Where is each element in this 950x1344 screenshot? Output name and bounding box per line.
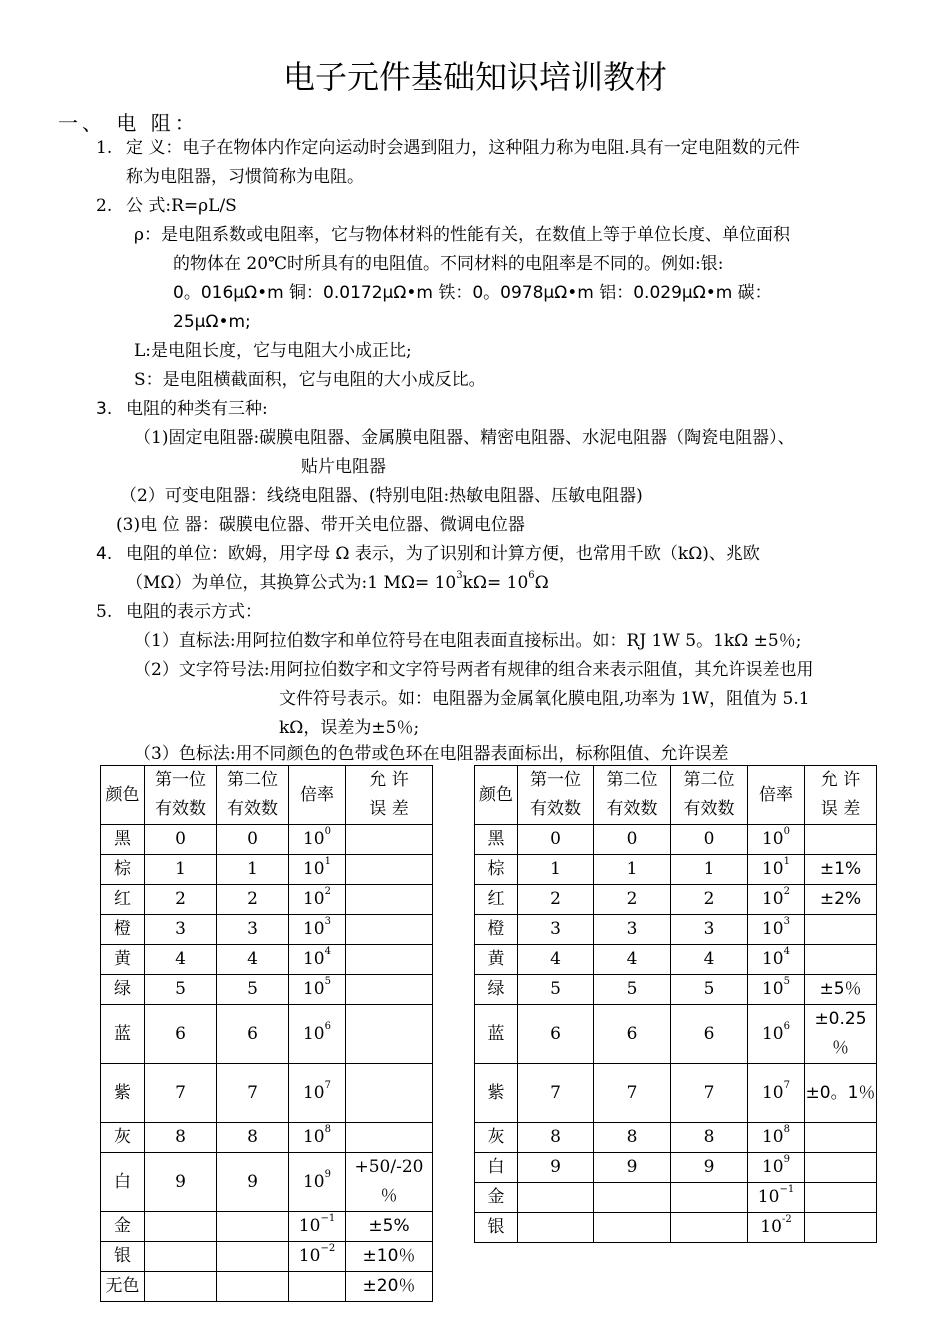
color-name-cell: 红: [101, 885, 145, 915]
multiplier-cell: $10^{-2}$: [748, 1213, 805, 1243]
digit-cell: 1: [145, 855, 217, 885]
digit-cell: [518, 1183, 594, 1213]
digit-cell: 2: [594, 885, 671, 915]
multiplier-cell: $10^9$: [748, 1153, 805, 1183]
table-row: [101, 1064, 433, 1123]
table-header-row: [475, 766, 877, 825]
multiplier-cell: $10^3$: [289, 915, 346, 945]
digit-cell: 5: [145, 975, 217, 1005]
page-title: 电子元件基础知识培训教材: [282, 58, 667, 96]
digit-cell: 4: [145, 945, 217, 975]
color-name-cell: 紫: [101, 1064, 145, 1123]
fixed-resistor-line-2: 贴片电阻器: [301, 457, 386, 477]
formula-line: 公 式:R=ρL/S: [126, 196, 237, 216]
color-name-cell: 橙: [101, 915, 145, 945]
multiplier-cell: $10^3$: [748, 915, 805, 945]
table-row: [475, 1064, 877, 1123]
color-name-cell: 灰: [475, 1123, 518, 1153]
digit-cell: 9: [671, 1153, 748, 1183]
item-number: 1.: [96, 138, 113, 158]
digit-cell: 4: [518, 945, 594, 975]
digit-cell: 3: [217, 915, 289, 945]
definition-line-2: 称为电阻器，习惯简称为电阻。: [126, 167, 364, 187]
tolerance-cell: ±2%: [805, 885, 877, 915]
table-row: [475, 945, 877, 975]
tolerance-cell: ±1%: [805, 855, 877, 885]
color-name-cell: 绿: [101, 975, 145, 1005]
table-header-cell: 第二位 有效数: [671, 766, 748, 825]
table-row: [101, 1005, 433, 1064]
length-line: L:是电阻长度，它与电阻大小成正比;: [134, 341, 412, 361]
table-row: [101, 1242, 433, 1272]
digit-cell: [217, 1212, 289, 1242]
tolerance-cell: [346, 855, 433, 885]
multiplier-cell: $10^{-1}$: [289, 1212, 346, 1242]
digit-cell: 7: [217, 1064, 289, 1123]
table-header-cell: 第二位 有效数: [594, 766, 671, 825]
multiplier-cell: $10^4$: [748, 945, 805, 975]
color-name-cell: 白: [475, 1153, 518, 1183]
tolerance-cell: ±0.25 ％: [805, 1005, 877, 1064]
color-name-cell: 白: [101, 1153, 145, 1212]
table-row: [101, 975, 433, 1005]
table-header-cell: 第二位 有效数: [217, 766, 289, 825]
digit-cell: 2: [217, 885, 289, 915]
multiplier-cell: $10^1$: [289, 855, 346, 885]
digit-cell: [594, 1183, 671, 1213]
color-name-cell: 银: [101, 1242, 145, 1272]
definition-line-1: 定 义：电子在物体内作定向运动时会遇到阻力，这种阻力称为电阻.具有一定电阻数的元件: [126, 138, 800, 158]
color-name-cell: 橙: [475, 915, 518, 945]
digit-cell: 3: [671, 915, 748, 945]
item-number: 3.: [96, 399, 113, 419]
multiplier-cell: $10^5$: [289, 975, 346, 1005]
symbol-notation-line-3: kΩ，误差为±5％;: [279, 718, 420, 738]
direct-notation-line: （1）直标法:用阿拉伯数字和单位符号在电阻表面直接标出。如：RJ 1W 5。1kΩ ±5％;: [134, 631, 802, 651]
digit-cell: 9: [217, 1153, 289, 1212]
table-row: [475, 885, 877, 915]
tolerance-cell: +50/-20 ％: [346, 1153, 433, 1212]
color-name-cell: 绿: [475, 975, 518, 1005]
tolerance-cell: ±10％: [346, 1242, 433, 1272]
tolerance-cell: [805, 1123, 877, 1153]
tolerance-cell: [805, 1213, 877, 1243]
table-row: [101, 855, 433, 885]
multiplier-cell: $10^7$: [289, 1064, 346, 1123]
table-row: [475, 1153, 877, 1183]
digit-cell: 6: [145, 1005, 217, 1064]
tolerance-cell: [346, 1123, 433, 1153]
table-row: [101, 915, 433, 945]
multiplier-cell: [289, 1272, 346, 1302]
tolerance-cell: [346, 1064, 433, 1123]
notation-line: 电阻的表示方式：: [126, 602, 262, 622]
digit-cell: [671, 1213, 748, 1243]
digit-cell: 0: [594, 825, 671, 855]
digit-cell: 4: [671, 945, 748, 975]
multiplier-cell: $10^4$: [289, 945, 346, 975]
multiplier-cell: $10^8$: [748, 1123, 805, 1153]
color-name-cell: 金: [101, 1212, 145, 1242]
digit-cell: 9: [145, 1153, 217, 1212]
multiplier-cell: $10^6$: [289, 1005, 346, 1064]
table-header-cell: 第一位 有效数: [145, 766, 217, 825]
digit-cell: 7: [145, 1064, 217, 1123]
multiplier-cell: $10^{-1}$: [748, 1183, 805, 1213]
digit-cell: 3: [145, 915, 217, 945]
digit-cell: 0: [217, 825, 289, 855]
tolerance-cell: [805, 945, 877, 975]
variable-resistor-line: （2）可变电阻器：线绕电阻器、(特别电阻:热敏电阻器、压敏电阻器): [120, 486, 643, 506]
table-row: [101, 945, 433, 975]
color-name-cell: 蓝: [101, 1005, 145, 1064]
symbol-notation-line-1: （2）文字符号法:用阿拉伯数字和文字符号两者有规律的组合来表示阻值，其允许误差也用: [134, 660, 814, 680]
digit-cell: 8: [518, 1123, 594, 1153]
digit-cell: 8: [217, 1123, 289, 1153]
table-row: [101, 1212, 433, 1242]
digit-cell: 1: [518, 855, 594, 885]
symbol-notation-line-2: 文件符号表示。如：电阻器为金属氧化膜电阻,功率为 1W，阻值为 5.1: [279, 689, 810, 709]
digit-cell: 0: [671, 825, 748, 855]
rho-line-1: ρ：是电阻系数或电阻率，它与物体材料的性能有关，在数值上等于单位长度、单位面积: [134, 225, 790, 245]
color-name-cell: 灰: [101, 1123, 145, 1153]
table-header-cell: 允 许 误 差: [805, 766, 877, 825]
tolerance-cell: [346, 1005, 433, 1064]
color-code-table-5-band: [474, 765, 877, 1243]
table-row: [101, 885, 433, 915]
multiplier-cell: $10^2$: [748, 885, 805, 915]
table-header-cell: 倍率: [748, 766, 805, 825]
potentiometer-line: (3)电 位 器：碳膜电位器、带开关电位器、微调电位器: [116, 515, 525, 535]
color-name-cell: 无色: [101, 1272, 145, 1302]
digit-cell: 9: [518, 1153, 594, 1183]
digit-cell: 7: [671, 1064, 748, 1123]
table-row: [475, 1005, 877, 1064]
digit-cell: [671, 1183, 748, 1213]
multiplier-cell: $10^1$: [748, 855, 805, 885]
table-header-cell: 倍率: [289, 766, 346, 825]
digit-cell: 4: [217, 945, 289, 975]
types-line: 电阻的种类有三种:: [126, 399, 268, 419]
table-row: [475, 975, 877, 1005]
tolerance-cell: ±0。1％: [805, 1064, 877, 1123]
area-line: S：是电阻横截面积，它与电阻的大小成反比。: [134, 370, 486, 390]
multiplier-cell: $10^8$: [289, 1123, 346, 1153]
table-row: [475, 855, 877, 885]
table-header-cell: 允 许 误 差: [346, 766, 433, 825]
digit-cell: [518, 1213, 594, 1243]
multiplier-cell: $10^0$: [748, 825, 805, 855]
tolerance-cell: [346, 915, 433, 945]
tolerance-cell: [805, 825, 877, 855]
digit-cell: 7: [518, 1064, 594, 1123]
rho-line-4: 25μΩ•m;: [173, 312, 251, 332]
digit-cell: [145, 1242, 217, 1272]
tolerance-cell: ±5％: [805, 975, 877, 1005]
tolerance-cell: [805, 1153, 877, 1183]
table-header-row: [101, 766, 433, 825]
table-row: [475, 1123, 877, 1153]
item-number: 5.: [96, 602, 113, 622]
color-name-cell: 黄: [475, 945, 518, 975]
rho-line-3: 0。016μΩ•m 铜：0.0172μΩ•m 铁：0。0978μΩ•m 铝：0.029μΩ•m 碳：: [173, 283, 772, 303]
tolerance-cell: [346, 885, 433, 915]
digit-cell: 6: [671, 1005, 748, 1064]
table-row: [475, 825, 877, 855]
rho-line-2: 的物体在 20℃时所具有的电阻值。不同材料的电阻率是不同的。例如:银:: [173, 254, 724, 274]
digit-cell: [217, 1272, 289, 1302]
tolerance-cell: [805, 1183, 877, 1213]
multiplier-cell: $10^7$: [748, 1064, 805, 1123]
table-row: [475, 1183, 877, 1213]
digit-cell: 0: [145, 825, 217, 855]
table-header-cell: 颜色: [475, 766, 518, 825]
color-notation-line: （3）色标法:用不同颜色的色带或色环在电阻器表面标出，标称阻值、允许误差: [134, 744, 729, 764]
digit-cell: 6: [518, 1005, 594, 1064]
item-number: 2.: [96, 196, 113, 216]
digit-cell: 9: [594, 1153, 671, 1183]
digit-cell: 1: [217, 855, 289, 885]
color-name-cell: 黑: [475, 825, 518, 855]
multiplier-cell: $10^2$: [289, 885, 346, 915]
digit-cell: 3: [594, 915, 671, 945]
digit-cell: [145, 1272, 217, 1302]
tolerance-cell: [346, 945, 433, 975]
digit-cell: 5: [671, 975, 748, 1005]
digit-cell: [594, 1213, 671, 1243]
multiplier-cell: $10^6$: [748, 1005, 805, 1064]
color-name-cell: 紫: [475, 1064, 518, 1123]
color-name-cell: 金: [475, 1183, 518, 1213]
multiplier-cell: $10^0$: [289, 825, 346, 855]
digit-cell: 7: [594, 1064, 671, 1123]
color-name-cell: 棕: [101, 855, 145, 885]
digit-cell: 8: [671, 1123, 748, 1153]
color-name-cell: 棕: [475, 855, 518, 885]
tolerance-cell: [346, 975, 433, 1005]
units-line-1: 电阻的单位：欧姆，用字母 Ω 表示，为了识别和计算方便，也常用千欧（kΩ)、兆欧: [126, 544, 760, 564]
table-row: [475, 1213, 877, 1243]
table-row: [101, 1123, 433, 1153]
digit-cell: 2: [518, 885, 594, 915]
tolerance-cell: [346, 825, 433, 855]
digit-cell: 8: [145, 1123, 217, 1153]
color-name-cell: 蓝: [475, 1005, 518, 1064]
multiplier-cell: $10^9$: [289, 1153, 346, 1212]
table-row: [101, 825, 433, 855]
units-line-2: （MΩ）为单位，其换算公式为:1 $M\Omega= 10^3k\Omega= 10^6\Omega$: [126, 570, 549, 593]
digit-cell: 6: [594, 1005, 671, 1064]
digit-cell: 5: [518, 975, 594, 1005]
digit-cell: 2: [671, 885, 748, 915]
table-header-cell: 第一位 有效数: [518, 766, 594, 825]
color-name-cell: 红: [475, 885, 518, 915]
digit-cell: 6: [217, 1005, 289, 1064]
digit-cell: 5: [594, 975, 671, 1005]
digit-cell: 1: [594, 855, 671, 885]
digit-cell: 4: [594, 945, 671, 975]
table-row: [101, 1153, 433, 1212]
color-name-cell: 黑: [101, 825, 145, 855]
digit-cell: 2: [145, 885, 217, 915]
color-name-cell: 黄: [101, 945, 145, 975]
digit-cell: 3: [518, 915, 594, 945]
digit-cell: 5: [217, 975, 289, 1005]
item-number: 4.: [96, 544, 113, 564]
table-row: [101, 1272, 433, 1302]
digit-cell: [145, 1212, 217, 1242]
digit-cell: 0: [518, 825, 594, 855]
color-name-cell: 银: [475, 1213, 518, 1243]
digit-cell: [217, 1242, 289, 1272]
digit-cell: 8: [594, 1123, 671, 1153]
multiplier-cell: $10^5$: [748, 975, 805, 1005]
table-header-cell: 颜色: [101, 766, 145, 825]
multiplier-cell: $10^{-2}$: [289, 1242, 346, 1272]
tolerance-cell: ±5%: [346, 1212, 433, 1242]
tolerance-cell: [805, 915, 877, 945]
digit-cell: 1: [671, 855, 748, 885]
tolerance-cell: ±20％: [346, 1272, 433, 1302]
color-code-table-4-band: [100, 765, 433, 1302]
section-heading: 一、 电 阻：: [58, 111, 199, 135]
fixed-resistor-line-1: （1)固定电阻器:碳膜电阻器、金属膜电阻器、精密电阻器、水泥电阻器（陶瓷电阻器）、: [134, 428, 795, 448]
table-row: [475, 915, 877, 945]
